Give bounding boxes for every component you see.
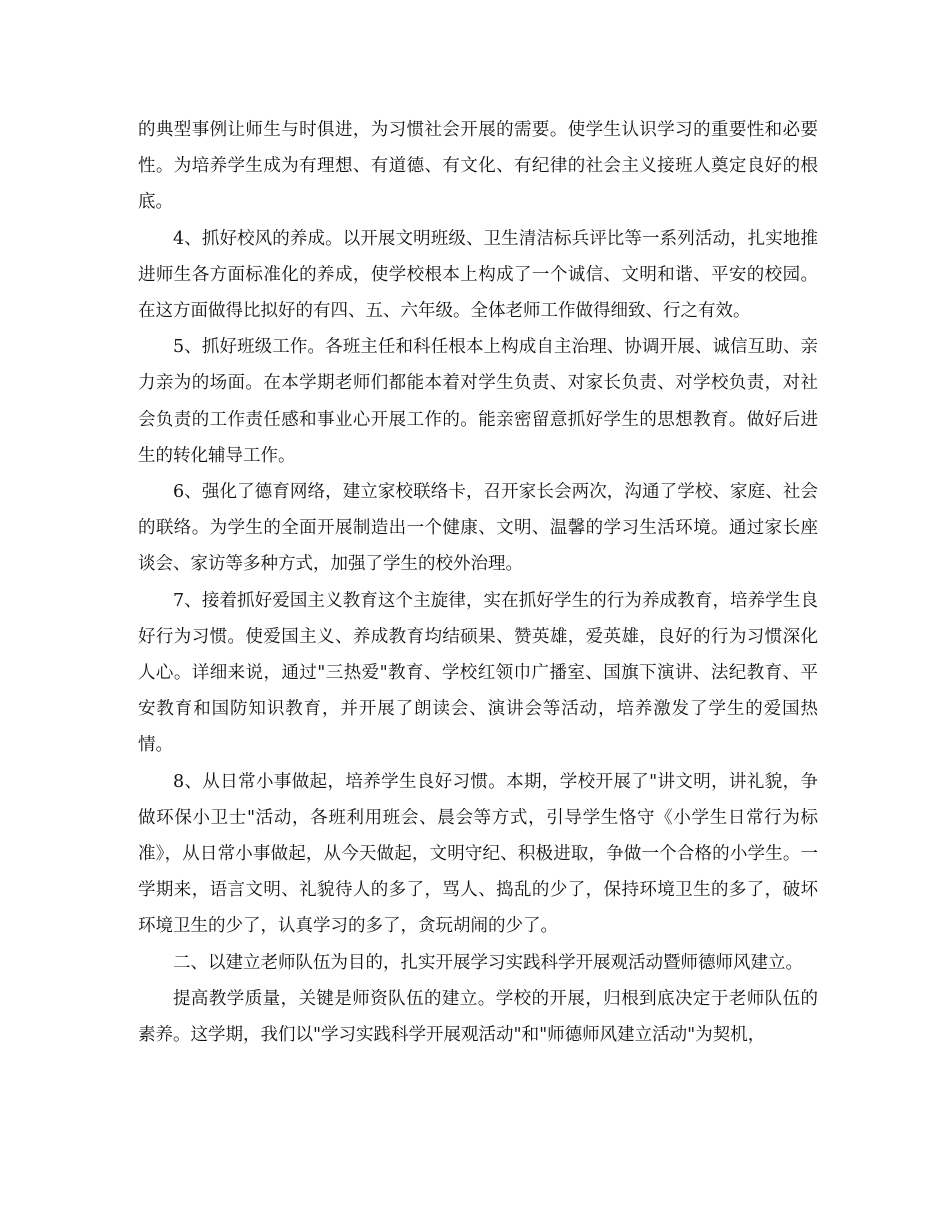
paragraph-item-8: 8、从日常小事做起，培养学生良好习惯。本期，学校开展了"讲文明，讲礼貌，争做环保小卫士"活动，各班利用班会、晨会等方式，引导学生恪守《小学生日常行为标准》，从日常小事做起，从今天做起，文明守纪、积极进取，争做一个合格的小学生。一学期来，语言文明、礼貌待人的多了，骂人、捣乱的少了，保持环境卫生的多了，破坏环境卫生的少了，认真学习的多了，贪玩胡闹的少了。 — [138, 771, 818, 937]
section-heading-2: 二、以建立老师队伍为目的，扎实开展学习实践科学开展观活动暨师德师风建立。 — [173, 952, 803, 973]
paragraph-item-7: 7、接着抓好爱国主义教育这个主旋律，实在抓好学生的行为养成教育，培养学生良好行为习惯。使爱国主义、养成教育均结硕果、赞英雄，爱英雄，良好的行为习惯深化人心。详细来说，通过"三热爱"教育、学校红领巾广播室、国旗下演讲、法纪教育、平安教育和国防知识教育，并开展了朗读会、演讲会等活动，培养激发了学生的爱国热情。 — [138, 590, 818, 756]
paragraph-item-4: 4、抓好校风的养成。以开展文明班级、卫生清洁标兵评比等一系列活动，扎实地推进师生各方面标准化的养成，使学校根本上构成了一个诚信、文明和谐、平安的校园。在这方面做得比拟好的有四、五、六年级。全体老师工作做得细致、行之有效。 — [138, 228, 818, 322]
paragraph-continuation: 的典型事例让师生与时俱进，为习惯社会开展的需要。使学生认识学习的重要性和必要性。为培养学生成为有理想、有道德、有文化、有纪律的社会主义接班人奠定良好的根底。 — [138, 120, 818, 213]
paragraph-teacher-team: 提高教学质量，关键是师资队伍的建立。学校的开展，归根到底决定于老师队伍的素养。这学期，我们以"学习实践科学开展观活动"和"师德师风建立活动"为契机， — [138, 988, 818, 1046]
document-body — [138, 112, 818, 1053]
paragraph-item-5: 5、抓好班级工作。各班主任和科任根本上构成自主治理、协调开展、诚信互助、亲力亲为的场面。在本学期老师们都能本着对学生负责、对家长负责、对学校负责，对社会负责的工作责任感和事业心开展工作的。能亲密留意抓好学生的思想教育。做好后进生的转化辅导工作。 — [138, 337, 818, 466]
paragraph-item-6: 6、强化了德育网络，建立家校联络卡，召开家长会两次，沟通了学校、家庭、社会的联络。为学生的全面开展制造出一个健康、文明、温馨的学习生活环境。通过家长座谈会、家访等多种方式，加强了学生的校外治理。 — [138, 482, 818, 575]
